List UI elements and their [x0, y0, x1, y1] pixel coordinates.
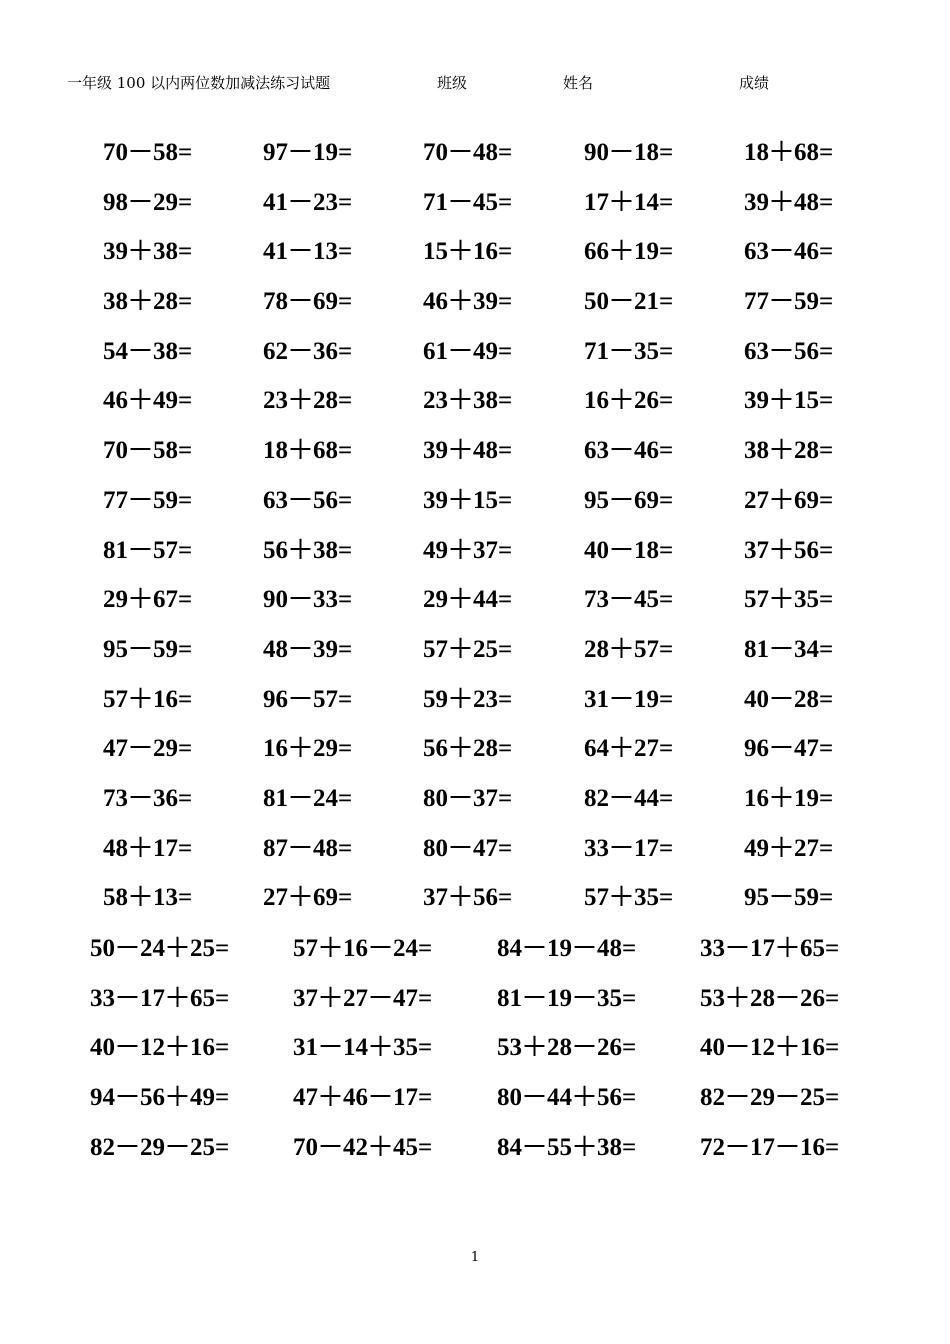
arithmetic-problem: 80－37= — [423, 784, 513, 812]
arithmetic-problem: 38＋28= — [744, 437, 834, 465]
name-label: 姓名 — [563, 74, 594, 92]
arithmetic-problem: 63－46= — [584, 437, 674, 465]
arithmetic-problem: 41－13= — [263, 238, 353, 266]
arithmetic-problem: 39＋48= — [423, 437, 513, 465]
arithmetic-problem: 56＋28= — [423, 735, 513, 763]
problem-row — [0, 824, 950, 874]
class-label: 班级 — [437, 74, 468, 92]
arithmetic-problem: 15＋16= — [423, 238, 513, 266]
problem-row — [0, 1073, 950, 1123]
arithmetic-problem: 96－47= — [744, 735, 834, 763]
arithmetic-problem: 33－17＋65= — [90, 984, 230, 1012]
arithmetic-problem: 70－48= — [423, 139, 513, 166]
arithmetic-problem: 53＋28－26= — [497, 1034, 637, 1062]
arithmetic-problem: 16＋29= — [263, 735, 353, 763]
arithmetic-problem: 90－18= — [584, 139, 674, 166]
arithmetic-problem: 95－59= — [744, 884, 834, 912]
arithmetic-problem: 49＋37= — [423, 536, 513, 564]
arithmetic-problem: 81－24= — [263, 784, 353, 812]
arithmetic-problem: 29＋67= — [103, 586, 193, 614]
arithmetic-problem: 63－56= — [744, 337, 834, 365]
problem-row — [0, 625, 950, 675]
arithmetic-problem: 57＋16= — [103, 685, 193, 713]
arithmetic-problem: 38＋28= — [103, 288, 193, 316]
arithmetic-problem: 96－57= — [263, 685, 353, 713]
problem-row — [0, 327, 950, 377]
problem-row — [0, 974, 950, 1024]
problem-row — [0, 1123, 950, 1173]
arithmetic-problem: 97－19= — [263, 139, 353, 166]
arithmetic-problem: 72－17－16= — [700, 1133, 840, 1161]
arithmetic-problem: 48－39= — [263, 635, 353, 663]
problem-row — [0, 526, 950, 576]
score-label: 成绩 — [739, 74, 770, 92]
arithmetic-problem: 73－45= — [584, 586, 674, 614]
arithmetic-problem: 16＋26= — [584, 387, 674, 415]
arithmetic-problem: 81－19－35= — [497, 984, 637, 1012]
arithmetic-problem: 48＋17= — [103, 834, 193, 862]
arithmetic-problem: 63－56= — [263, 486, 353, 514]
arithmetic-problem: 39＋38= — [103, 238, 193, 266]
arithmetic-problem: 82－29－25= — [700, 1084, 840, 1112]
problem-row — [0, 426, 950, 476]
arithmetic-problem: 41－23= — [263, 188, 353, 216]
arithmetic-problem: 82－44= — [584, 784, 674, 812]
arithmetic-problem: 63－46= — [744, 238, 834, 266]
arithmetic-problem: 23＋38= — [423, 387, 513, 415]
arithmetic-problem: 40－12＋16= — [700, 1034, 840, 1062]
arithmetic-problem: 95－69= — [584, 486, 674, 514]
arithmetic-problem: 81－34= — [744, 635, 834, 663]
arithmetic-problem: 40－18= — [584, 536, 674, 564]
arithmetic-problem: 71－45= — [423, 188, 513, 216]
arithmetic-problem: 53＋28－26= — [700, 984, 840, 1012]
arithmetic-problem: 27＋69= — [744, 486, 834, 514]
arithmetic-problem: 49＋27= — [744, 834, 834, 862]
problem-row — [0, 227, 950, 277]
arithmetic-problem: 50－24＋25= — [90, 935, 230, 962]
arithmetic-problem: 16＋19= — [744, 784, 834, 812]
arithmetic-problem: 50－21= — [584, 288, 674, 316]
arithmetic-problem: 77－59= — [103, 486, 193, 514]
arithmetic-problem: 95－59= — [103, 635, 193, 663]
arithmetic-problem: 87－48= — [263, 834, 353, 862]
problem-row — [0, 774, 950, 824]
arithmetic-problem: 40－12＋16= — [90, 1034, 230, 1062]
problem-row — [0, 1023, 950, 1073]
arithmetic-problem: 84－55＋38= — [497, 1133, 637, 1161]
arithmetic-problem: 98－29= — [103, 188, 193, 216]
arithmetic-problem: 39＋15= — [744, 387, 834, 415]
worksheet-header — [0, 72, 950, 94]
arithmetic-problem: 77－59= — [744, 288, 834, 316]
arithmetic-problem: 46＋39= — [423, 288, 513, 316]
arithmetic-problem: 39＋15= — [423, 486, 513, 514]
arithmetic-problem: 56＋38= — [263, 536, 353, 564]
arithmetic-problem: 73－36= — [103, 784, 193, 812]
arithmetic-problem: 70－58= — [103, 139, 193, 166]
arithmetic-problem: 71－35= — [584, 337, 674, 365]
arithmetic-problem: 61－49= — [423, 337, 513, 365]
arithmetic-problem: 80－47= — [423, 834, 513, 862]
arithmetic-problem: 70－42＋45= — [293, 1133, 433, 1161]
arithmetic-problem: 17＋14= — [584, 188, 674, 216]
arithmetic-problem: 57＋25= — [423, 635, 513, 663]
arithmetic-problem: 37＋27－47= — [293, 984, 433, 1012]
arithmetic-problem: 58＋13= — [103, 884, 193, 912]
arithmetic-problem: 57＋16－24= — [293, 935, 433, 962]
arithmetic-problem: 46＋49= — [103, 387, 193, 415]
two-term-problem-grid — [0, 128, 950, 923]
arithmetic-problem: 33－17= — [584, 834, 674, 862]
problem-row — [0, 575, 950, 625]
arithmetic-problem: 18＋68= — [263, 437, 353, 465]
arithmetic-problem: 57＋35= — [744, 586, 834, 614]
arithmetic-problem: 28＋57= — [584, 635, 674, 663]
arithmetic-problem: 84－19－48= — [497, 935, 637, 962]
problem-row — [0, 873, 950, 923]
arithmetic-problem: 90－33= — [263, 586, 353, 614]
problem-row — [0, 675, 950, 725]
arithmetic-problem: 81－57= — [103, 536, 193, 564]
arithmetic-problem: 23＋28= — [263, 387, 353, 415]
arithmetic-problem: 59＋23= — [423, 685, 513, 713]
worksheet-title: 一年级 100 以内两位数加减法练习试题 — [67, 74, 331, 92]
arithmetic-problem: 47＋46－17= — [293, 1084, 433, 1112]
problem-row — [0, 376, 950, 426]
problem-row — [0, 178, 950, 228]
arithmetic-problem: 64＋27= — [584, 735, 674, 763]
arithmetic-problem: 78－69= — [263, 288, 353, 316]
arithmetic-problem: 66＋19= — [584, 238, 674, 266]
arithmetic-problem: 39＋48= — [744, 188, 834, 216]
arithmetic-problem: 31－19= — [584, 685, 674, 713]
arithmetic-problem: 33－17＋65= — [700, 935, 840, 962]
problem-row — [0, 724, 950, 774]
arithmetic-problem: 18＋68= — [744, 139, 834, 166]
problem-row — [0, 128, 950, 178]
arithmetic-problem: 54－38= — [103, 337, 193, 365]
arithmetic-problem: 94－56＋49= — [90, 1084, 230, 1112]
arithmetic-problem: 31－14＋35= — [293, 1034, 433, 1062]
problem-row — [0, 924, 950, 974]
arithmetic-problem: 27＋69= — [263, 884, 353, 912]
arithmetic-problem: 82－29－25= — [90, 1133, 230, 1161]
problem-row — [0, 476, 950, 526]
arithmetic-problem: 40－28= — [744, 685, 834, 713]
arithmetic-problem: 70－58= — [103, 437, 193, 465]
arithmetic-problem: 37＋56= — [423, 884, 513, 912]
arithmetic-problem: 47－29= — [103, 735, 193, 763]
three-term-problem-grid — [0, 924, 950, 1172]
problem-row — [0, 277, 950, 327]
arithmetic-problem: 57＋35= — [584, 884, 674, 912]
page-number: 1 — [470, 1250, 480, 1265]
arithmetic-problem: 62－36= — [263, 337, 353, 365]
arithmetic-problem: 29＋44= — [423, 586, 513, 614]
arithmetic-problem: 80－44＋56= — [497, 1084, 637, 1112]
arithmetic-problem: 37＋56= — [744, 536, 834, 564]
